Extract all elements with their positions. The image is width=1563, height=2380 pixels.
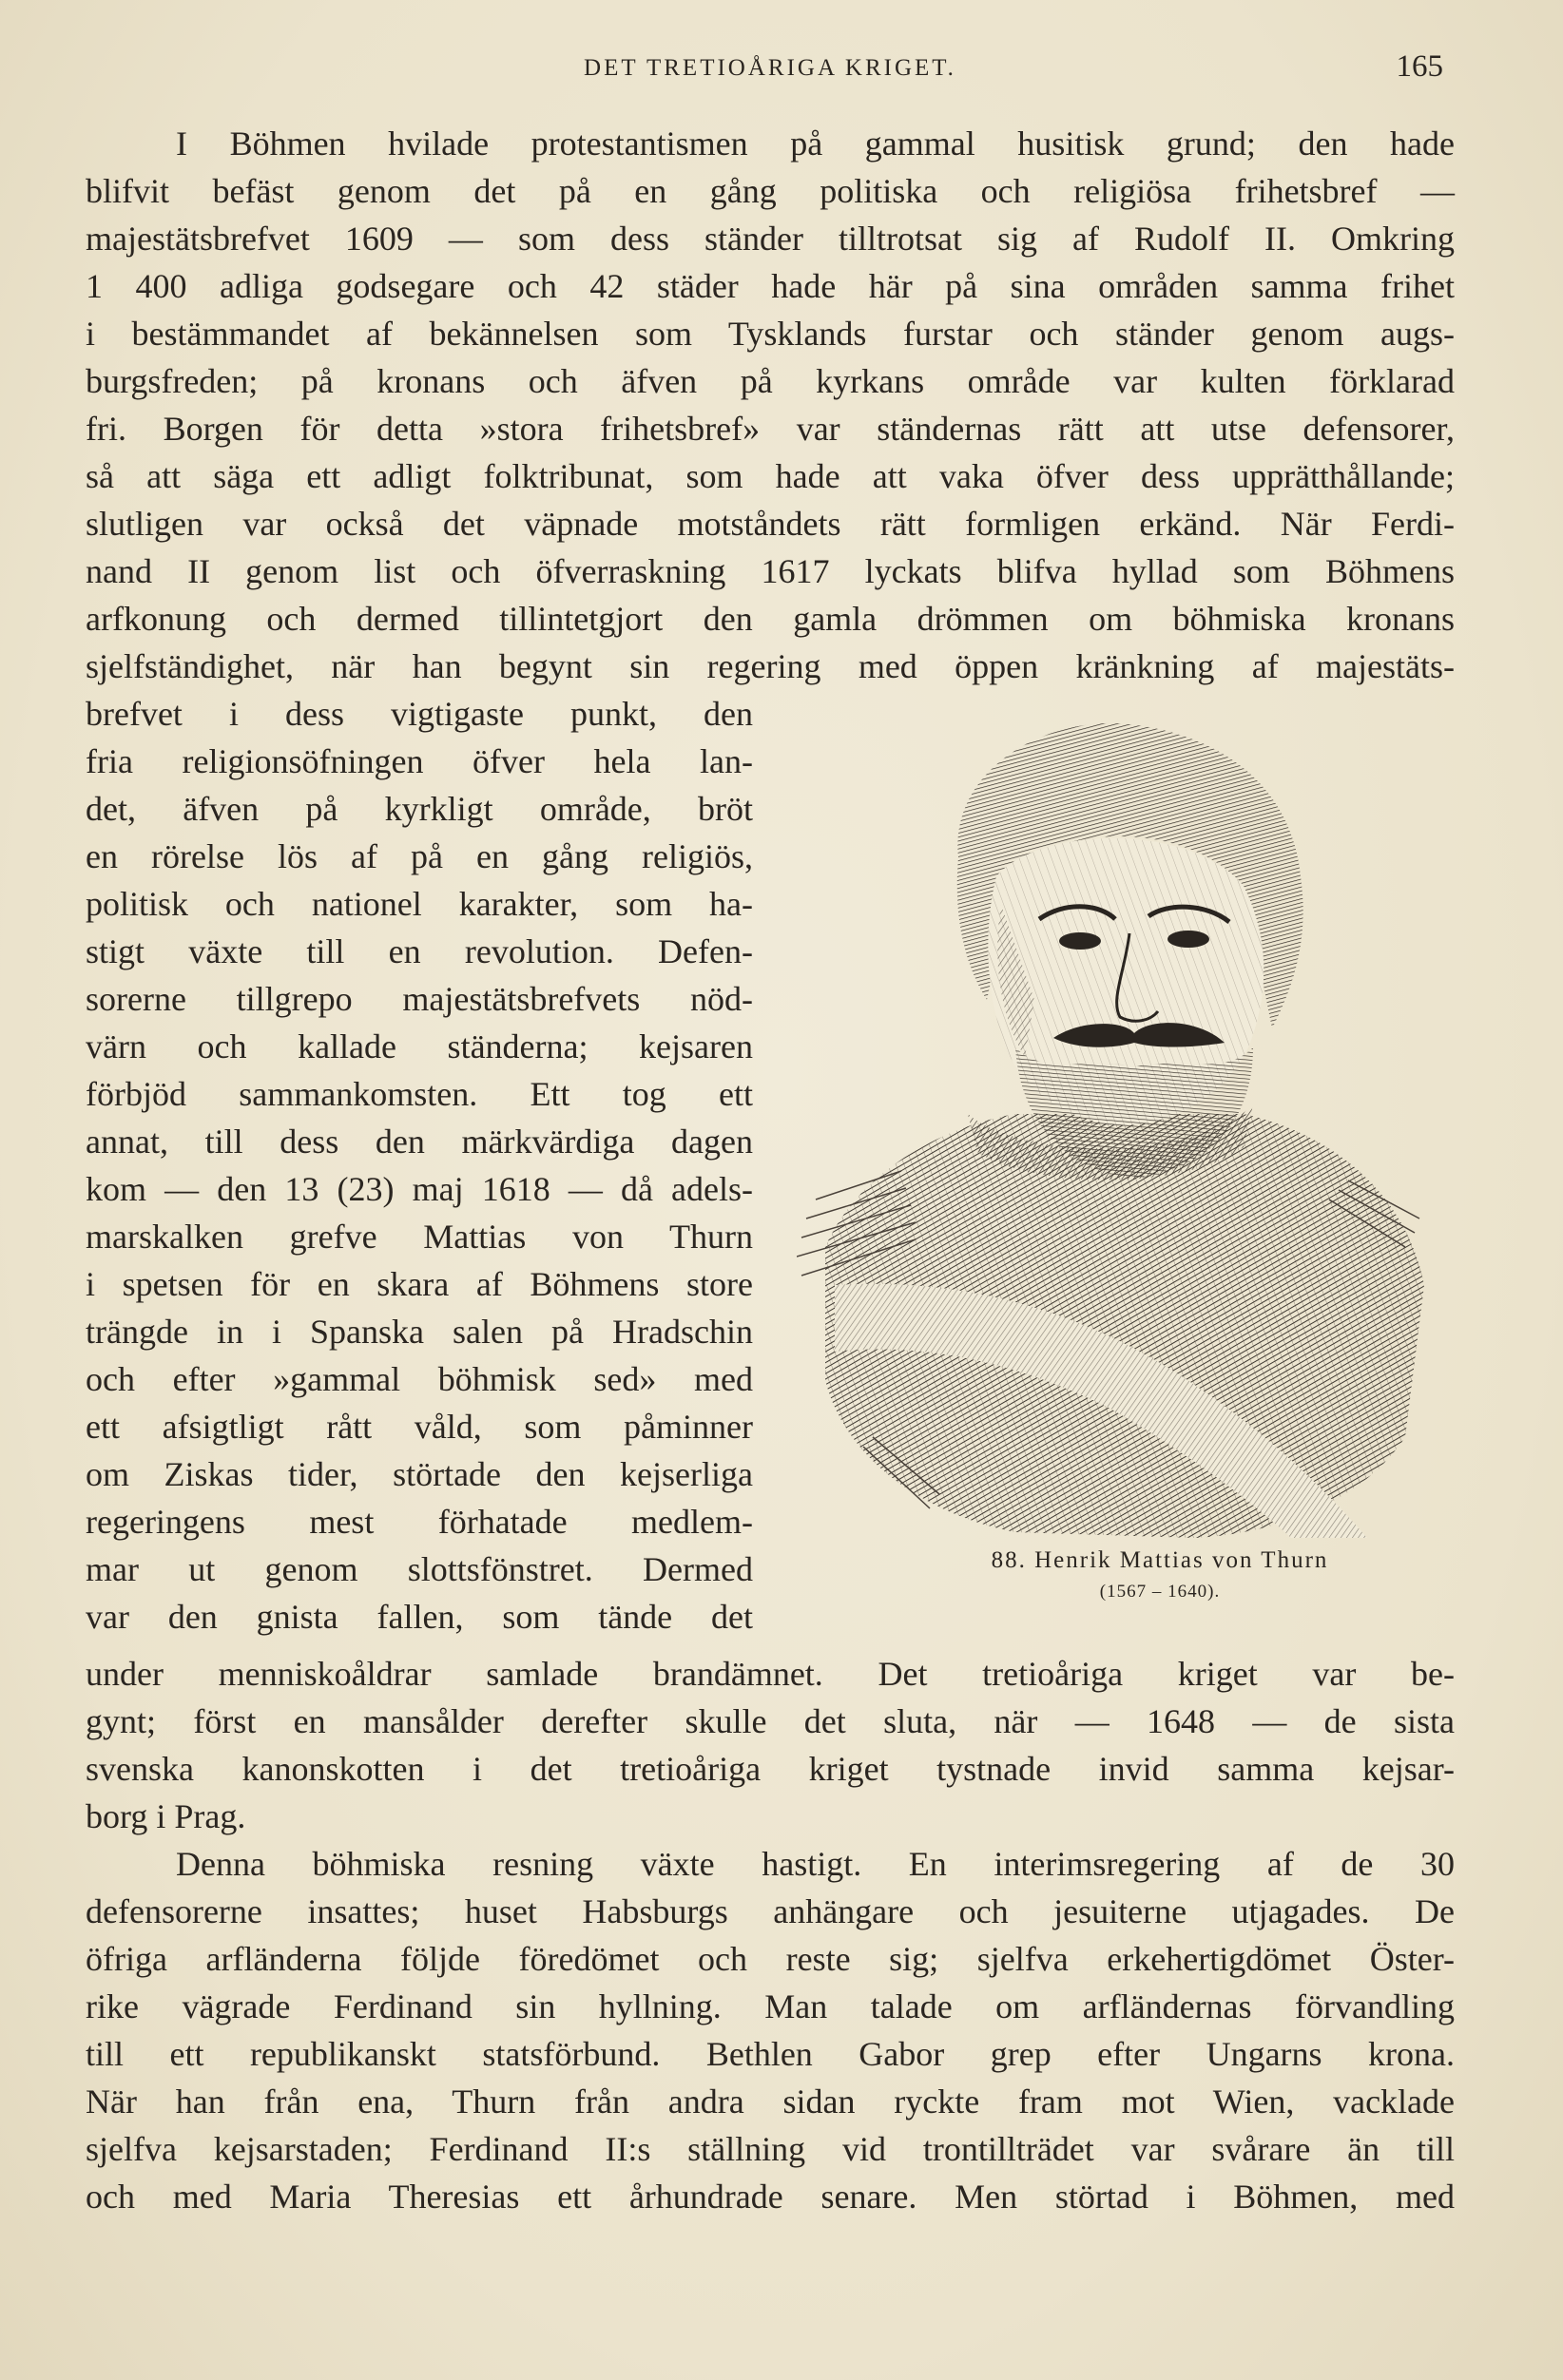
text-line: och efter »gammal böhmisk sed» med [86,1360,753,1398]
text-line: När han från ena, Thurn från andra sidan ryckte fram mot Wien, vacklade [86,2082,1455,2121]
text-line: sjelfständighet, när han begynt sin regering med öppen kränkning af majestäts- [86,647,1455,685]
running-head [86,49,1455,87]
text-line: brefvet i dess vigtigaste punkt, den [86,695,753,733]
text-line: en rörelse lös af på en gång religiös, [86,837,753,875]
text-line: defensorerne insattes; huset Habsburgs anhängare och jesuiterne utjagades. De [86,1892,1455,1930]
text-line: trängde in i Spanska salen på Hradschin [86,1313,753,1351]
text-line: i bestämmandet af bekännelsen som Tysklands furstar och ständer genom augs- [86,315,1455,353]
portrait-engraving [797,715,1453,1542]
caption-title: 88. Henrik Mattias von Thurn [991,1547,1329,1573]
running-title: DET TRETIOÅRIGA KRIGET. [584,55,956,81]
text-line: fri. Borgen för detta »stora frihetsbref» var ständernas rätt att utse defensorer, [86,410,1455,448]
text-line: stigt växte till en revolution. Defen- [86,932,753,970]
text-line: 1 400 adliga godsegare och 42 städer hade här på sina områden samma frihet [86,267,1455,305]
text-line: under menniskoåldrar samlade brandämnet. Det tretioåriga kriget var be- [86,1655,1455,1693]
text-line: politisk och nationel karakter, som ha- [86,885,753,923]
text-line: sorerne tillgrepo majestätsbrefvets nöd- [86,980,753,1018]
text-line: majestätsbrefvet 1609 — som dess ständer tilltrotsat sig af Rudolf II. Omkring [86,220,1455,258]
left-eye [1059,932,1101,950]
text-line: slutligen var också det väpnade motståndets rätt formligen erkänd. När Ferdi- [86,505,1455,543]
text-line: I Böhmen hvilade protestantismen på gammal husitisk grund; den hade [176,125,1455,163]
text-line: marskalken grefve Mattias von Thurn [86,1218,753,1256]
text-line: fria religionsöfningen öfver hela lan- [86,742,753,780]
text-line: blifvit befäst genom det på en gång politiska och religiösa frihetsbref — [86,172,1455,210]
text-line: och med Maria Theresias ett århundrade senare. Men störtad i Böhmen, med [86,2178,1455,2216]
text-line: arfkonung och dermed tillintetgjort den gamla drömmen om böhmiska kronans [86,600,1455,638]
text-line: sjelfva kejsarstaden; Ferdinand II:s ställning vid trontillträdet var svårare än till [86,2130,1455,2168]
text-line: till ett republikanskt statsförbund. Bethlen Gabor grep efter Ungarns krona. [86,2035,1455,2073]
text-line: burgsfreden; på kronans och äfven på kyrkans område var kulten förklarad [86,362,1455,400]
text-line: gynt; först en mansålder derefter skulle det sluta, när — 1648 — de sista [86,1702,1455,1740]
text-line: Denna böhmiska resning växte hastigt. En interimsregering af de 30 [176,1845,1455,1883]
text-line: annat, till dess den märkvärdiga dagen [86,1123,753,1161]
text-line: öfriga arfländerna följde föredömet och reste sig; sjelfva erkehertigdömet Öster- [86,1940,1455,1978]
text-line: rike vägrade Ferdinand sin hyllning. Man talade om arfländernas förvandling [86,1987,1455,2025]
text-line: om Ziskas tider, störtade den kejserliga [86,1455,753,1493]
text-line: så att säga ett adligt folktribunat, som hade att vaka öfver dess upprätthållande; [86,457,1455,495]
text-line: det, äfven på kyrkligt område, bröt [86,790,753,828]
text-line: kom — den 13 (23) maj 1618 — då adels- [86,1170,753,1208]
text-line: nand II genom list och öfverraskning 1617 lyckats blifva hyllad som Böhmens [86,552,1455,590]
text-line: värn och kallade ständerna; kejsaren [86,1027,753,1065]
text-line: borg i Prag. [86,1797,246,1835]
caption-dates: (1567 – 1640). [1099,1582,1221,1602]
text-line: var den gnista fallen, som tände det [86,1598,753,1636]
text-line: förbjöd sammankomsten. Ett tog ett [86,1075,753,1113]
text-line: svenska kanonskotten i det tretioåriga kriget tystnade invid samma kejsar- [86,1750,1455,1788]
text-line: mar ut genom slottsfönstret. Dermed [86,1550,753,1588]
right-eye [1167,931,1209,948]
text-line: ett afsigtligt rått våld, som påminner [86,1408,753,1446]
page-number: 165 [1396,49,1443,84]
text-line: regeringens mest förhatade medlem- [86,1503,753,1541]
figure-caption [875,1547,1445,1603]
text-line: i spetsen för en skara af Böhmens store [86,1265,753,1303]
